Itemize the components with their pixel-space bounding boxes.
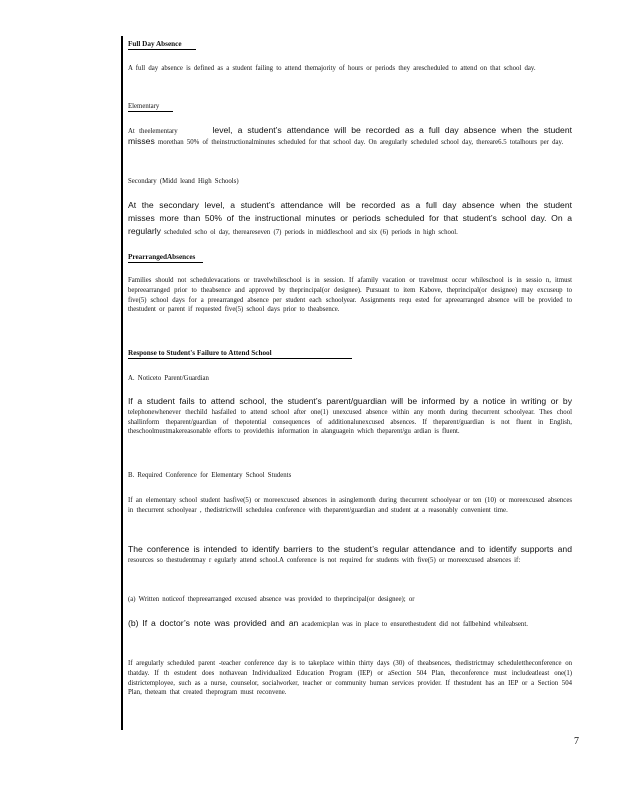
notice-heading: A. Noticeto Parent/Guardian xyxy=(128,375,209,382)
left-margin-rule xyxy=(121,36,123,730)
full-day-absence-heading: Full Day Absence xyxy=(128,40,572,50)
elementary-rule-text: level, a student’s attendance will be recorded as a full day absence when the student misses xyxy=(128,125,572,146)
prearranged-absences-paragraph: Families should not schedulevacations or travelwhileschool is in session. If afamily vacation or travelmust occur whileschool is in sessio n, itmust bepreearranged prior to theabsence and approved by theprincipal(or designee). Pursuant to item Kabove, theprincipal(or designee) may excuseup to five(5) school days for a preearranged absence per student each schoolyear. Assignments requ ested for apreearranged absence will be provided to thestudent or parent if requested five(5) school days prior to theabsence. xyxy=(128,277,572,314)
conference-heading: B. Required Conference for Elementary School Students xyxy=(128,472,292,479)
conference-paragraph: If an elementary school student hasfive(5) or moreexcused absences in asinglemonth during thecurrent schoolyear or ten (10) or moreexcused absences in thecurrent schoolyear , thedistrictwill schedulea conference with theparent/guardian and student at a reasonably convenient time. xyxy=(128,497,572,514)
prearranged-absences-heading: PrearrangedAbsences xyxy=(128,253,572,263)
notice-paragraph xyxy=(128,397,572,437)
conference-purpose-rest: resources so thestudentmay r egularly attend school.A conference is not required for students with five(5) or moreexcused absences if: xyxy=(128,556,521,564)
secondary-heading: Secondary (Midd leand High Schools) xyxy=(128,178,239,185)
secondary-rule-text: At the secondary level, a student’s attendance will be recorded as a full day absence when the student misses more than 50% of the instructional minutes or periods scheduled for that student’s school day. On a regularly xyxy=(128,200,572,236)
page-number: 7 xyxy=(574,736,579,747)
full-day-absence-paragraph: A full day absence is defined as a student failing to attend themajority of hours or periods they arescheduled to attend on that school day. xyxy=(128,65,536,72)
condition-a: (a) Written noticeof thepreearranged excused absence was provided to theprincipal(or designee); or xyxy=(128,596,415,603)
condition-b-rest: academicplan was in place to ensurethestudent did not fallbehind whileabsent. xyxy=(301,621,528,628)
elementary-paragraph xyxy=(128,126,572,148)
condition-b xyxy=(128,619,572,630)
conference-purpose-paragraph xyxy=(128,545,572,566)
elementary-heading: Elementary xyxy=(128,102,572,112)
notice-rule-text: If a student fails to attend school, the student’s parent/guardian will be informed by a notice in writing or by xyxy=(128,396,572,406)
elementary-intro: At theelementary xyxy=(128,128,178,135)
condition-b-text: (b) If a doctor’s note was provided and an xyxy=(128,618,299,628)
elementary-rest: morethan 50% of theinstructionalminutes scheduled for that school day. On aregularly scheduled school day, thereare6.5 totalhours per day. xyxy=(157,138,564,146)
conference-purpose-text: The conference is intended to identify barriers to the student’s regular attendance and to identify supports and xyxy=(128,544,572,554)
scheduling-paragraph: If aregularly scheduled parent -teacher conference day is to takeplace within thirty days (30) of theabsences, thedistrictmay schedulettheconference on thatday. If th estudent does nothavean Individualized Education Program (IEP) or aSection 504 Plan, theconference must includeatleast one(1) districtemployee, such as a nurse, counselor, socialworker, teacher or community human services provider. If thestudent has an IEP or a Section 504 Plan, theteam that created theprogram must reconvene. xyxy=(128,660,572,697)
secondary-paragraph xyxy=(128,199,572,237)
secondary-rest: scheduled scho ol day, thereareseven (7) periods in middleschool and six (6) periods in high school. xyxy=(164,228,458,236)
response-heading: Response to Student's Failure to Attend School xyxy=(128,349,572,359)
notice-rest: telephonewhenever thechild hasfailed to attend school after one(1) unexcused absence within any month during thecurrent schoolyear. Thes chool shallinform theparent/guardian of thepotential consequences of additionalunexcused absences. If theparent/guardian is not fluent in English, theschoolmustmakereasonable efforts to providethis information in alanguagein which theparent/gu ardian is fluent. xyxy=(128,408,572,436)
